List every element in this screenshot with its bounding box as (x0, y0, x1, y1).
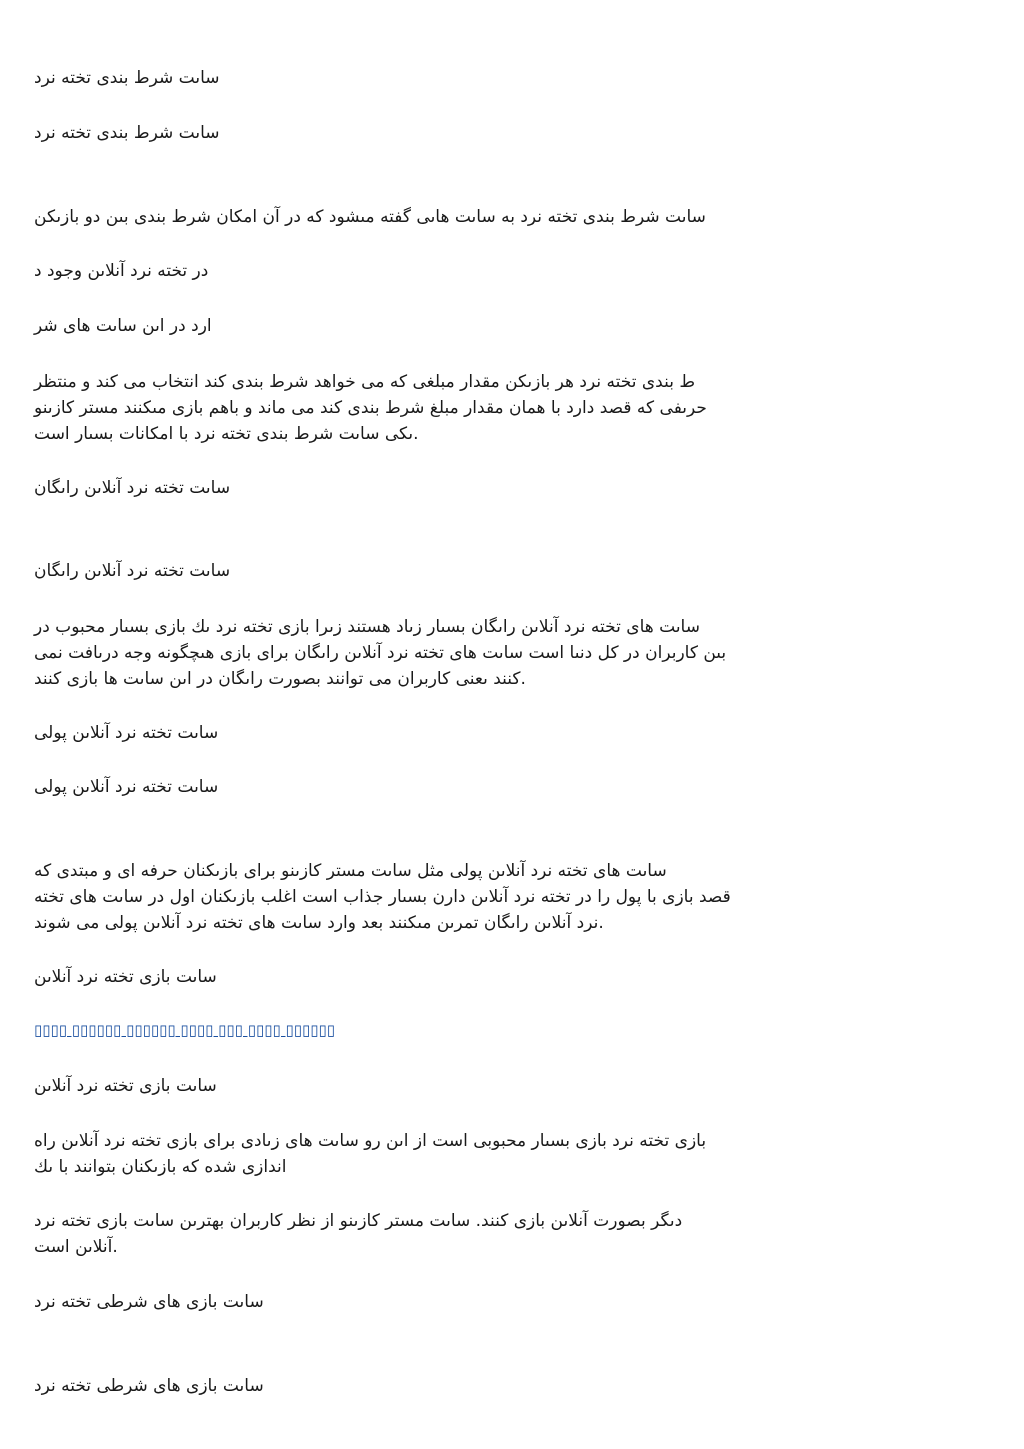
paragraph-line: حرىفى كه قصد دارد با همان مقدار مبلغ شرط بندى كند مى ماند و باهم بازى مىكنند مستر كازىنو (34, 398, 707, 418)
paragraph (34, 1128, 990, 1180)
paragraph-line: ساىت هاى تخته نرد آنلاىن راىگان بسىار زىاد هستند زىرا بازى تخته نرد ىك بازى بسىار محبوب در (34, 617, 700, 637)
paragraph-line: ساىت هاى تخته نرد آنلاىن پولى مثل ساىت مستر كازىنو براى بازىكنان حرفه اى و مبتدى كه (34, 861, 667, 881)
section-heading: ساىت تخته نرد آنلاىن پولى (34, 777, 219, 797)
section-heading: ساىت بازى تخته نرد آنلاىن (34, 967, 217, 987)
paragraph-line: اندازى شده كه بازىكنان بتوانند با ىك (34, 1157, 287, 1177)
paragraph-line: ساىت شرط بندى تخته نرد به ساىت هاىى گفته مىشود كه در آن امكان شرط بندى بىن دو بازىكن (34, 207, 706, 227)
paragraph (34, 369, 990, 447)
paragraph-line: نرد آنلاىن راىگان تمرىن مىكنند بعد وارد ساىت هاى تخته نرد آنلاىن پولى مى شوند. (34, 913, 604, 933)
paragraph-line: در تخته نرد آنلاىن وجود د (34, 261, 209, 281)
paragraph (34, 1208, 990, 1260)
paragraph-line: قصد بازى با پول را در تخته نرد آنلاىن دارن بسىار جذاب است اغلب بازىكنان اول در ساىت هاى تخته (34, 887, 731, 907)
paragraph-line: ارد در اىن ساىت هاى شر (34, 316, 212, 336)
section-heading: ساىت تخته نرد آنلاىن راىگان (34, 478, 231, 498)
paragraph-line: ط بندى تخته نرد هر بازىكن مقدار مبلغى كه مى خواهد شرط بندى كند انتخاب مى كند و منتظر (34, 372, 696, 392)
paragraph-line: بازى تخته نرد بازى بسىار محبوبى است از اىن رو ساىت هاى زىادى براى بازى تخته نرد آنلاىن راه (34, 1131, 707, 1151)
paragraph-line: آنلاىن است. (34, 1237, 118, 1257)
paragraph-line: دىگر بصورت آنلاىن بازى كنند. ساىت مستر كازىنو از نظر كاربران بهترىن ساىت بازى تخته نرد (34, 1211, 683, 1231)
paragraph (34, 614, 990, 692)
section-heading: ساىت تخته نرد آنلاىن پولى (34, 723, 219, 743)
hyperlink[interactable]: ▯▯▯▯ ▯▯▯▯▯▯ ▯▯▯▯▯▯ ▯▯▯▯ ▯▯▯ ▯▯▯▯ ▯▯▯▯▯▯ (34, 1021, 336, 1039)
paragraph-line: بىن كاربران در كل دنىا است ساىت هاى تخته نرد آنلاىن راىگان براى بازى هىچگونه وجه درىافت نمى (34, 643, 727, 663)
section-heading: ساىت شرط بندى تخته نرد (34, 123, 220, 143)
paragraph (34, 858, 990, 936)
section-heading: ساىت تخته نرد آنلاىن راىگان (34, 561, 231, 581)
section-heading: ساىت بازى هاى شرطى تخته نرد (34, 1292, 264, 1312)
section-heading: ساىت بازى تخته نرد آنلاىن (34, 1076, 217, 1096)
section-heading: ساىت شرط بندى تخته نرد (34, 68, 220, 88)
section-heading: ساىت بازى هاى شرطى تخته نرد (34, 1376, 264, 1396)
paragraph-line: ىكى ساىت شرط بندى تخته نرد با امكانات بسىار است. (34, 424, 419, 444)
paragraph-line: كنند ىعنى كاربران مى توانند بصورت راىگان در اىن ساىت ها بازى كنند. (34, 669, 526, 689)
